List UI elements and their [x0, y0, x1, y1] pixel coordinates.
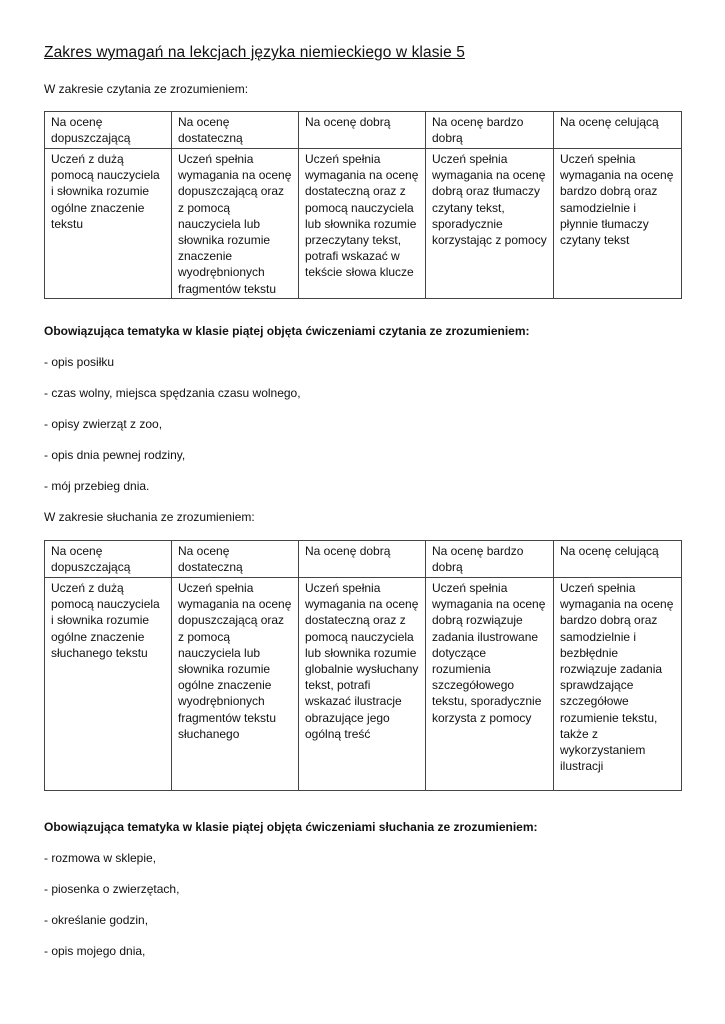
header-cell-celujaca: Na ocenę celującą: [554, 541, 682, 578]
listening-requirements-table: [44, 540, 682, 791]
table-header-row: [45, 541, 682, 578]
table-header-row: [45, 112, 682, 149]
list-item: - piosenka o zwierzętach,: [44, 882, 180, 896]
requirement-cell-bardzo-dobra: Uczeń spełnia wymagania na ocenę dobrą rozwiązuje zadania ilustrowane dotyczące rozumienia szczegółowego tekstu, sporadycznie korzysta z pomocy: [426, 578, 554, 791]
header-cell-dobra: Na ocenę dobrą: [299, 541, 426, 578]
requirement-cell-dobra: Uczeń spełnia wymagania na ocenę dostateczną oraz z pomocą nauczyciela lub słownika rozumie globalnie wysłuchany tekst, potrafi wskazać ilustracje obrazujące jego ogólną treść: [299, 578, 426, 791]
header-cell-celujaca: Na ocenę celującą: [554, 112, 682, 149]
list-item: - określanie godzin,: [44, 913, 149, 927]
list-item: - opisy zwierząt z zoo,: [44, 417, 163, 431]
document-title: Zakres wymagań na lekcjach języka niemieckiego w klasie 5: [44, 44, 465, 61]
list-item: - opis dnia pewnej rodziny,: [44, 448, 186, 462]
requirement-cell-dopuszczajaca: Uczeń z dużą pomocą nauczyciela i słownika rozumie ogólne znaczenie słuchanego tekstu: [45, 578, 172, 791]
requirement-cell-dobra: Uczeń spełnia wymagania na ocenę dostateczną oraz z pomocą nauczyciela lub słownika rozumie przeczytany tekst, potrafi wskazać w tekście słowa klucze: [299, 149, 426, 299]
header-cell-dostateczna: Na ocenę dostateczną: [172, 541, 299, 578]
reading-section-label: W zakresie czytania ze zrozumieniem:: [44, 82, 249, 96]
requirement-cell-dostateczna: Uczeń spełnia wymagania na ocenę dopuszczającą oraz z pomocą nauczyciela lub słownika rozumie ogólne znaczenie wyodrębnionych fragmentów tekstu słuchanego: [172, 578, 299, 791]
header-cell-dobra: Na ocenę dobrą: [299, 112, 426, 149]
list-item: - mój przebieg dnia.: [44, 479, 150, 493]
list-item: - rozmowa w sklepie,: [44, 851, 157, 865]
reading-requirements-table: [44, 111, 682, 299]
header-cell-bardzo-dobra: Na ocenę bardzo dobrą: [426, 112, 554, 149]
requirement-cell-bardzo-dobra: Uczeń spełnia wymagania na ocenę dobrą oraz tłumaczy czytany tekst, sporadycznie korzystając z pomocy: [426, 149, 554, 299]
listening-section-label: W zakresie słuchania ze zrozumieniem:: [44, 510, 255, 524]
list-item: - opis posiłku: [44, 355, 115, 369]
table-row: [45, 149, 682, 299]
listening-topics-heading: Obowiązująca tematyka w klasie piątej objęta ćwiczeniami słuchania ze zrozumieniem:: [44, 820, 538, 834]
requirement-cell-dopuszczajaca: Uczeń z dużą pomocą nauczyciela i słownika rozumie ogólne znaczenie tekstu: [45, 149, 172, 299]
list-item: - opis mojego dnia,: [44, 944, 146, 958]
requirement-cell-celujaca: Uczeń spełnia wymagania na ocenę bardzo dobrą oraz samodzielnie i płynnie tłumaczy czytany tekst: [554, 149, 682, 299]
header-cell-dopuszczajaca: Na ocenę dopuszczającą: [45, 541, 172, 578]
list-item: - czas wolny, miejsca spędzania czasu wolnego,: [44, 386, 301, 400]
header-cell-dostateczna: Na ocenę dostateczną: [172, 112, 299, 149]
table-row: [45, 578, 682, 791]
header-cell-dopuszczajaca: Na ocenę dopuszczającą: [45, 112, 172, 149]
requirement-cell-dostateczna: Uczeń spełnia wymagania na ocenę dopuszczającą oraz z pomocą nauczyciela lub słownika rozumie znaczenie wyodrębnionych fragmentów tekstu: [172, 149, 299, 299]
reading-topics-heading: Obowiązująca tematyka w klasie piątej objęta ćwiczeniami czytania ze zrozumieniem:: [44, 324, 530, 338]
header-cell-bardzo-dobra: Na ocenę bardzo dobrą: [426, 541, 554, 578]
requirement-cell-celujaca: Uczeń spełnia wymagania na ocenę bardzo dobrą oraz samodzielnie i bezbłędnie rozwiązuje zadania sprawdzające szczegółowe rozumienie tekstu, także z wykorzystaniem ilustracji: [554, 578, 682, 791]
